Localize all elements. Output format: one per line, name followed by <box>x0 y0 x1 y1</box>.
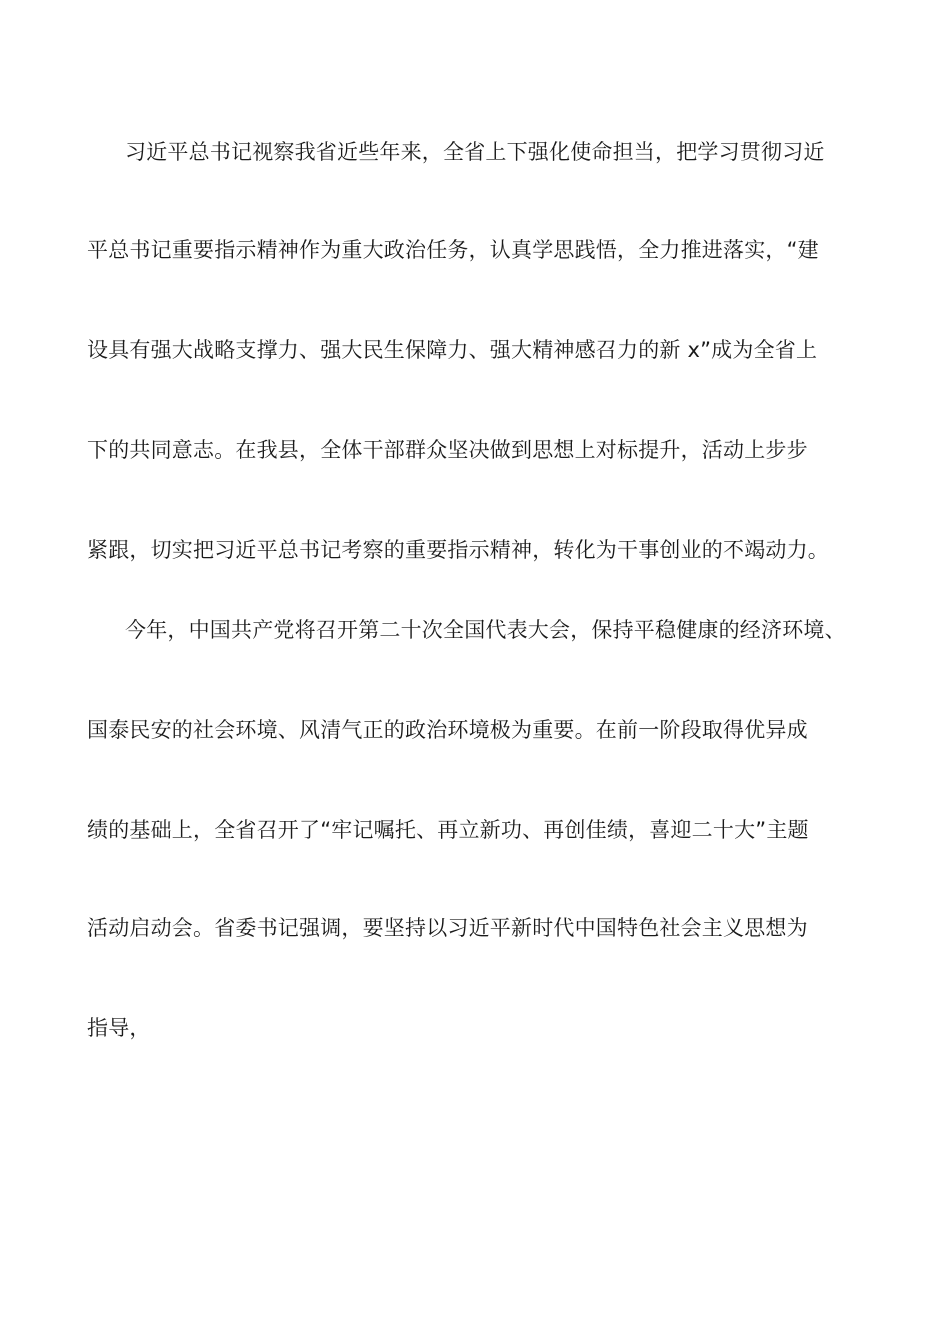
paragraph-line: 紧跟，切实把习近平总书记考察的重要指示精神，转化为干事创业的不竭动力。 <box>87 538 829 562</box>
paragraph-line: 今年，中国共产党将召开第二十次全国代表大会，保持平稳健康的经济环境、 <box>125 618 846 642</box>
paragraph-line: 下的共同意志。在我县，全体干部群众坚决做到思想上对标提升，活动上步步 <box>87 438 808 462</box>
paragraph-line: 指导， <box>87 1016 151 1040</box>
paragraph-line: 绩的基础上，全省召开了“牢记嘱托、再立新功、再创佳绩，喜迎二十大”主题 <box>87 818 809 842</box>
paragraph-line: 活动启动会。省委书记强调，要坚持以习近平新时代中国特色社会主义思想为 <box>87 916 808 940</box>
paragraph-line: 设具有强大战略支撑力、强大民生保障力、强大精神感召力的新 x”成为全省上 <box>87 338 818 362</box>
paragraph-line: 平总书记重要指示精神作为重大政治任务，认真学思践悟，全力推进落实，“建 <box>87 238 819 262</box>
paragraph-line: 习近平总书记视察我省近些年来，全省上下强化使命担当，把学习贯彻习近 <box>125 140 825 164</box>
paragraph-line: 国泰民安的社会环境、风清气正的政治环境极为重要。在前一阶段取得优异成 <box>87 718 808 742</box>
